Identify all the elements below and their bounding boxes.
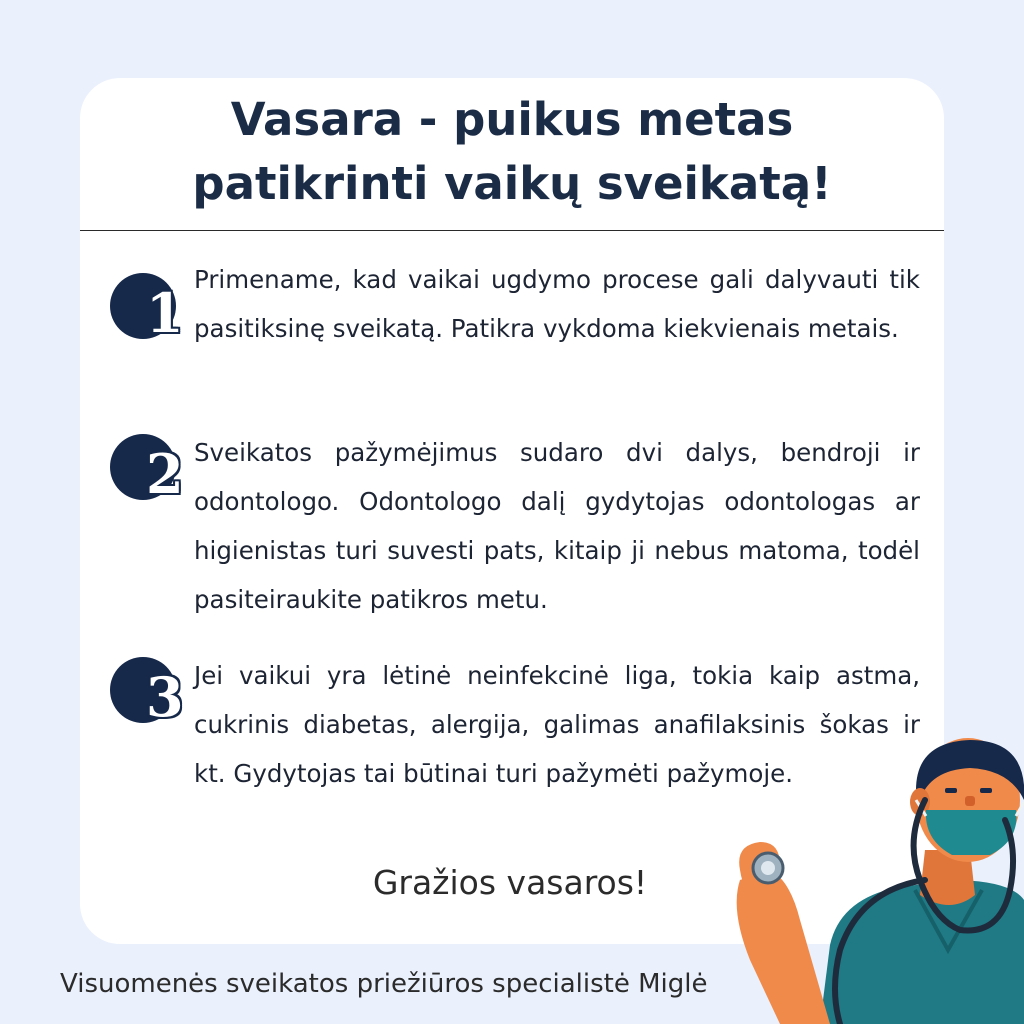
closing-greeting: Gražios vasaros! — [372, 863, 648, 902]
number-digit: 1 — [146, 281, 184, 345]
page-title — [0, 88, 1024, 216]
eye-left — [945, 788, 957, 793]
eye-right — [980, 788, 992, 793]
number-badge-1 — [110, 273, 184, 345]
nose-shape — [965, 796, 975, 806]
doctor-illustration — [720, 730, 1024, 1024]
title-line-2: patikrinti vaikų sveikatą! — [192, 157, 832, 210]
item-text-1: Primename, kad vaikai ugdymo procese gali dalyvauti tik pasitiksinę sveikatą. Patikra vykdoma kiekvienais metais. — [194, 265, 920, 343]
title-divider — [80, 230, 944, 231]
item-text-2: Sveikatos pažymėjimus sudaro dvi dalys, bendroji ir odontologo. Odontologo dalį gydytojas odontologas ar higienistas turi suvesti pats, kitaip ji nebus matoma, todėl pasiteiraukite patikros metu. — [194, 438, 920, 614]
number-digit: 3 — [146, 665, 184, 729]
number-badge-3 — [110, 657, 184, 729]
item-text-3: Jei vaikui yra lėtinė neinfekcinė liga, tokia kaip astma, cukrinis diabetas, alergija, galimas anafilaksinis šokas ir kt. Gydytojas tai būtinai turi pažymėti pažymoje. — [194, 661, 920, 788]
number-digit: 2 — [146, 442, 184, 506]
title-line-1: Vasara - puikus metas — [230, 93, 794, 146]
number-badge-2 — [110, 434, 184, 506]
footer-signature: Visuomenės sveikatos priežiūros specialistė Miglė — [60, 969, 708, 999]
